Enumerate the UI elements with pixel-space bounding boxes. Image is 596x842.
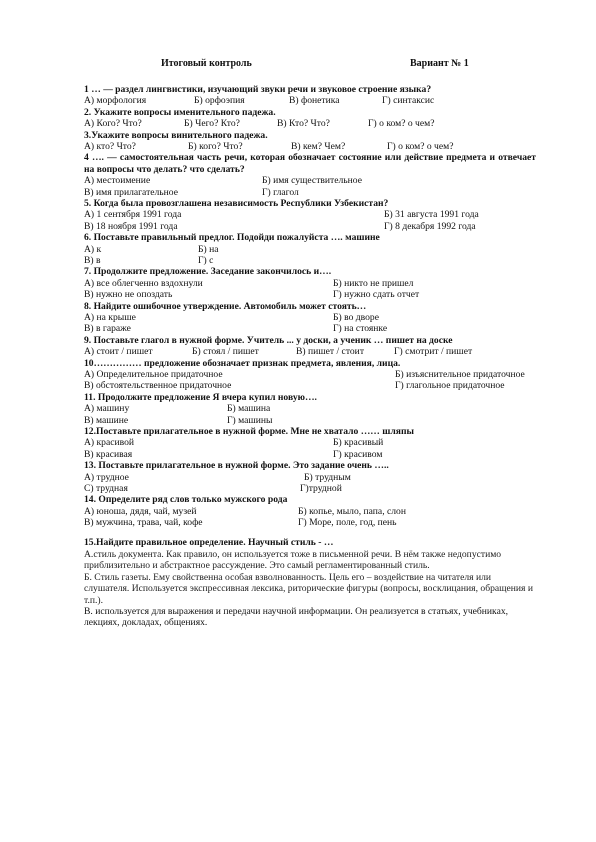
option: В) обстоятельственное придаточное — [84, 380, 232, 392]
question-11: 11. Продолжите предложение Я вчера купил новую…. — [84, 391, 317, 403]
option: Б) во дворе — [333, 311, 379, 323]
options-row — [84, 517, 536, 528]
options-row — [84, 380, 536, 391]
options-row — [84, 312, 536, 323]
option: Г) синтаксис — [382, 95, 435, 107]
option: Б) машина — [227, 403, 271, 415]
option: В) пишет / стоит — [296, 346, 365, 358]
options-row — [84, 403, 536, 414]
option: В) нужно не опоздать — [84, 289, 173, 301]
option: Г) 8 декабря 1992 года — [384, 220, 476, 232]
option: В) в гараже — [84, 323, 131, 335]
question-4: 4 …. — самостоятельная часть речи, которая обозначает состояние или действие предмета и отвечает на вопросы что делать? что сделать? — [84, 152, 536, 175]
option: А) к — [84, 243, 102, 255]
option: А) на крыше — [84, 311, 136, 323]
option: А) все облегченно вздохнули — [84, 277, 203, 289]
option: С) трудная — [84, 482, 128, 494]
option: В) машине — [84, 414, 129, 426]
option: В) мужчина, трава, чай, кофе — [84, 517, 203, 529]
option: Б) изъяснительное придаточное — [395, 368, 525, 380]
question-1: 1 … — раздел лингвистики, изучающий звуки речи и звуковое строение языка? — [84, 84, 432, 95]
option: Б) 31 августа 1991 года — [384, 209, 479, 221]
option: В) 18 ноября 1991 года — [84, 220, 178, 232]
option: Г) глагольное придаточное — [395, 380, 505, 392]
options-row — [84, 141, 536, 152]
option: А) 1 сентября 1991 года — [84, 209, 182, 221]
questions-list — [84, 84, 536, 629]
options-row — [84, 449, 536, 460]
option: А) морфология — [84, 95, 147, 107]
options-row — [84, 346, 536, 357]
option: А) Определительное придаточное — [84, 368, 223, 380]
option: Г) о ком? о чем? — [387, 141, 454, 152]
option: В) красивая — [84, 448, 133, 460]
options-row — [84, 483, 536, 494]
option: А) машину — [84, 403, 130, 415]
options-row — [84, 289, 536, 300]
page-title: Итоговый контроль — [161, 58, 252, 69]
option: Г) с — [198, 254, 214, 266]
option: В) фонетика — [289, 95, 340, 107]
options-row — [84, 175, 536, 186]
options-row — [84, 506, 536, 517]
option: Б) имя существительное — [262, 175, 362, 187]
option: Г)трудной — [300, 482, 342, 494]
option: А) трудное — [84, 471, 129, 483]
options-row — [84, 278, 536, 289]
options-row — [84, 187, 536, 198]
option: Г) о ком? о чем? — [368, 118, 435, 130]
option: Б) кого? Что? — [188, 141, 243, 152]
option: Б) на — [198, 243, 219, 255]
option: А) красивой — [84, 437, 135, 449]
option: А) местоимение — [84, 175, 151, 187]
option: Г) нужно сдать отчет — [333, 289, 420, 301]
options-row — [84, 118, 536, 129]
option: Б) красивый — [333, 437, 384, 449]
options-row — [84, 472, 536, 483]
question-9: 9. Поставьте глагол в нужной форме. Учитель ... у доски, а ученик … пишет на доске — [84, 334, 453, 346]
options-row — [84, 95, 536, 106]
option: Б) орфоэпия — [194, 95, 245, 107]
option: Г) красивом — [333, 448, 383, 460]
question-5: 5. Когда была провозглашена независимость Республики Узбекистан? — [84, 197, 389, 209]
question-6: 6. Поставьте правильный предлог. Подойди пожалуйста …. машине — [84, 232, 380, 244]
option-c-paragraph: В. используется для выражения и передачи научной информации. Он реализуется в статьях, учебниках, лекциях, докладах, общениях. — [84, 605, 509, 629]
option: Г) глагол — [262, 186, 299, 198]
options-row — [84, 437, 536, 448]
option: А) Кого? Что? — [84, 118, 142, 130]
option: А) юноша, дядя, чай, музей — [84, 505, 197, 517]
option: В) Кто? Что? — [277, 118, 330, 130]
option-b-paragraph: Б. Стиль газеты. Ему свойственна особая взволнованность. Цель его – воздействие на читателя или слушателя. Используется экспрессивная лексика, риторические фигуры (вопросы, восклицания, обращения и т.п.). — [84, 571, 533, 606]
option-a-paragraph: А.стиль документа. Как правило, он используется тоже в письменной речи. В нём также недопустимо приблизительно и абстрактное рассуждение. Это самый регламентированный стиль. — [84, 548, 502, 572]
options-row — [84, 244, 536, 255]
options-row — [84, 221, 536, 232]
question-3: 3.Укажите вопросы винительного падежа. — [84, 129, 268, 141]
option: Б) Чего? Кто? — [184, 118, 240, 130]
option: Б) никто не пришел — [333, 277, 414, 289]
question-15: 15.Найдите правильное определение. Научный стиль - … — [84, 537, 334, 549]
question-14: 14. Определите ряд слов только мужского рода — [84, 494, 288, 506]
options-row — [84, 255, 536, 266]
question-12: 12.Поставьте прилагательное в нужной форме. Мне не хватало …… шляпы — [84, 425, 414, 437]
option: Г) машины — [227, 414, 273, 426]
variant-label: Вариант № 1 — [410, 58, 469, 69]
option: Г) на стоянке — [333, 323, 388, 335]
options-row — [84, 323, 536, 334]
question-10: 10…………… предложение обозначает признак предмета, явления, лица. — [84, 357, 401, 369]
question-8: 8. Найдите ошибочное утверждение. Автомобиль может стоять… — [84, 300, 367, 312]
question-7: 7. Продолжите предложение. Заседание закончилось и…. — [84, 266, 332, 278]
option: Б) стоял / пишет — [192, 346, 259, 358]
option: Б) копье, мыло, папа, слон — [298, 505, 406, 517]
option: Г) смотрит / пишет — [394, 346, 473, 358]
question-2: 2. Укажите вопросы именительного падежа. — [84, 106, 276, 118]
option: Г) Море, поле, год, пень — [298, 517, 397, 529]
options-row — [84, 209, 536, 220]
option: В) в — [84, 254, 101, 266]
options-row — [84, 415, 536, 426]
options-row — [84, 369, 536, 380]
question-13: 13. Поставьте прилагательное в нужной форме. Это задание очень ….. — [84, 460, 389, 472]
option: Б) трудным — [304, 471, 351, 483]
option: А) кто? Что? — [84, 141, 136, 152]
option: В) кем? Чем? — [291, 141, 346, 152]
option: А) стоит / пишет — [84, 346, 153, 358]
option: В) имя прилагательное — [84, 186, 178, 198]
